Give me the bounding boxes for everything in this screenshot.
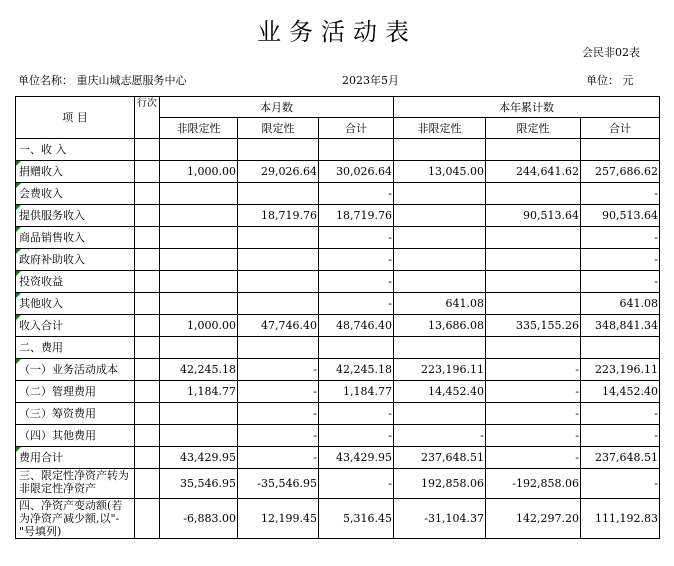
form-code: 会民非02表: [582, 46, 640, 59]
row-value: [160, 183, 238, 205]
row-label: 投资收益: [16, 271, 135, 293]
row-value: -: [238, 381, 319, 403]
table-row: [16, 425, 660, 447]
row-value: [486, 249, 581, 271]
row-value: 42,245.18: [160, 359, 238, 381]
row-value: 13,686.08: [394, 315, 486, 337]
row-value: 18,719.76: [238, 205, 319, 227]
row-label: 四、净资产变动额(若为净资产减少额,以"-"号填列): [16, 499, 135, 539]
row-line-number: [135, 403, 160, 425]
header-line: 行次: [135, 97, 160, 139]
row-value: 14,452.40: [581, 381, 660, 403]
row-value: 48,746.40: [319, 315, 394, 337]
row-value: -: [486, 403, 581, 425]
row-value: -: [238, 403, 319, 425]
row-value: 1,184.77: [319, 381, 394, 403]
header-month-unrestricted: 非限定性: [160, 118, 238, 139]
row-value: -: [319, 227, 394, 249]
row-value: [486, 271, 581, 293]
row-line-number: [135, 249, 160, 271]
row-value: [486, 183, 581, 205]
row-value: 223,196.11: [394, 359, 486, 381]
header-month-restricted: 限定性: [238, 118, 319, 139]
row-value: [394, 271, 486, 293]
row-value: [238, 183, 319, 205]
table-row: [16, 499, 660, 539]
row-label: 三、限定性净资产转为非限定性净资产: [16, 469, 135, 499]
row-label: （四）其他费用: [16, 425, 135, 447]
table-row: [16, 249, 660, 271]
table-row: [16, 469, 660, 499]
row-value: -: [581, 249, 660, 271]
row-label: （三）筹资费用: [16, 403, 135, 425]
row-value: 29,026.64: [238, 161, 319, 183]
row-value: -: [238, 359, 319, 381]
row-value: [160, 227, 238, 249]
row-line-number: [135, 139, 160, 161]
row-label: 会费收入: [16, 183, 135, 205]
row-value: 1,000.00: [160, 315, 238, 337]
row-value: 43,429.95: [319, 447, 394, 469]
row-line-number: [135, 315, 160, 337]
row-value: -: [319, 425, 394, 447]
row-value: -: [319, 183, 394, 205]
row-value: 5,316.45: [319, 499, 394, 539]
row-value: [160, 205, 238, 227]
row-value: -: [238, 425, 319, 447]
header-ytd: 本年累计数: [394, 97, 660, 118]
row-line-number: [135, 381, 160, 403]
row-value: [160, 425, 238, 447]
table-row: [16, 447, 660, 469]
row-value: 237,648.51: [581, 447, 660, 469]
row-value: 13,045.00: [394, 161, 486, 183]
row-value: 237,648.51: [394, 447, 486, 469]
report-title: 业务活动表: [257, 18, 417, 46]
row-label: 一、收 入: [16, 139, 135, 161]
row-value: [160, 337, 238, 359]
header-month: 本月数: [160, 97, 394, 118]
row-value: [394, 249, 486, 271]
row-line-number: [135, 205, 160, 227]
row-value: -: [581, 469, 660, 499]
row-value: [238, 139, 319, 161]
table-row: [16, 205, 660, 227]
row-line-number: [135, 161, 160, 183]
row-value: [486, 139, 581, 161]
row-value: [160, 249, 238, 271]
table-row: [16, 139, 660, 161]
row-value: [394, 205, 486, 227]
row-line-number: [135, 499, 160, 539]
row-value: -: [319, 271, 394, 293]
row-line-number: [135, 227, 160, 249]
row-value: 14,452.40: [394, 381, 486, 403]
row-value: -: [319, 403, 394, 425]
row-value: 223,196.11: [581, 359, 660, 381]
row-value: -: [486, 381, 581, 403]
header-month-total: 合计: [319, 118, 394, 139]
row-value: [160, 293, 238, 315]
row-value: 90,513.64: [581, 205, 660, 227]
row-value: 18,719.76: [319, 205, 394, 227]
row-line-number: [135, 425, 160, 447]
row-value: [581, 337, 660, 359]
table-row: [16, 315, 660, 337]
row-value: 111,192.83: [581, 499, 660, 539]
row-label: 政府补助收入: [16, 249, 135, 271]
row-value: -: [486, 425, 581, 447]
row-value: [238, 293, 319, 315]
table-row: [16, 359, 660, 381]
row-label: 费用合计: [16, 447, 135, 469]
row-value: [238, 227, 319, 249]
row-value: [486, 227, 581, 249]
row-value: 90,513.64: [486, 205, 581, 227]
row-value: [394, 183, 486, 205]
row-value: -: [581, 271, 660, 293]
row-line-number: [135, 271, 160, 293]
row-line-number: [135, 183, 160, 205]
row-value: [160, 403, 238, 425]
row-value: -: [394, 425, 486, 447]
row-value: 12,199.45: [238, 499, 319, 539]
row-value: [394, 139, 486, 161]
row-value: 244,641.62: [486, 161, 581, 183]
row-line-number: [135, 293, 160, 315]
row-value: -: [486, 447, 581, 469]
row-value: 43,429.95: [160, 447, 238, 469]
row-value: -: [581, 425, 660, 447]
row-label: 捐赠收入: [16, 161, 135, 183]
table-row: [16, 161, 660, 183]
row-line-number: [135, 359, 160, 381]
row-value: 42,245.18: [319, 359, 394, 381]
row-value: 641.08: [394, 293, 486, 315]
table-row: [16, 293, 660, 315]
row-value: -: [581, 227, 660, 249]
table-row: [16, 227, 660, 249]
row-value: 47,746.40: [238, 315, 319, 337]
row-value: 335,155.26: [486, 315, 581, 337]
header-ytd-total: 合计: [581, 118, 660, 139]
row-value: -192,858.06: [486, 469, 581, 499]
row-value: [394, 403, 486, 425]
row-value: [238, 271, 319, 293]
table-row: [16, 271, 660, 293]
row-value: [486, 337, 581, 359]
row-value: 142,297.20: [486, 499, 581, 539]
row-value: -: [581, 403, 660, 425]
row-value: 1,000.00: [160, 161, 238, 183]
row-value: 1,184.77: [160, 381, 238, 403]
table-row: [16, 183, 660, 205]
row-value: -35,546.95: [238, 469, 319, 499]
row-label: 提供服务收入: [16, 205, 135, 227]
row-value: [160, 271, 238, 293]
row-value: [238, 337, 319, 359]
unit-name: 单位名称： 重庆山城志愿服务中心: [18, 74, 187, 87]
activity-statement-table: [15, 96, 660, 539]
row-value: 35,546.95: [160, 469, 238, 499]
header-ytd-restricted: 限定性: [486, 118, 581, 139]
row-value: -: [486, 359, 581, 381]
row-value: -6,883.00: [160, 499, 238, 539]
row-value: [394, 227, 486, 249]
row-value: 348,841.34: [581, 315, 660, 337]
row-value: [160, 139, 238, 161]
row-value: -: [238, 447, 319, 469]
header-ytd-unrestricted: 非限定性: [394, 118, 486, 139]
row-label: 商品销售收入: [16, 227, 135, 249]
row-value: -: [581, 183, 660, 205]
table-row: [16, 403, 660, 425]
row-value: [394, 337, 486, 359]
header-item: 项 目: [16, 97, 135, 139]
row-value: 257,686.62: [581, 161, 660, 183]
row-value: [319, 337, 394, 359]
row-label: 其他收入: [16, 293, 135, 315]
currency-unit: 单位： 元: [586, 74, 634, 87]
row-value: -: [319, 293, 394, 315]
report-period: 2023年5月: [342, 74, 399, 87]
row-value: [319, 139, 394, 161]
row-value: [238, 249, 319, 271]
row-line-number: [135, 447, 160, 469]
row-line-number: [135, 469, 160, 499]
row-value: 30,026.64: [319, 161, 394, 183]
row-value: -: [319, 469, 394, 499]
table-row: [16, 337, 660, 359]
row-value: -31,104.37: [394, 499, 486, 539]
row-value: 192,858.06: [394, 469, 486, 499]
row-line-number: [135, 337, 160, 359]
row-value: -: [319, 249, 394, 271]
row-label: 二、费用: [16, 337, 135, 359]
row-value: [581, 139, 660, 161]
row-value: 641.08: [581, 293, 660, 315]
row-value: [486, 293, 581, 315]
row-label: 收入合计: [16, 315, 135, 337]
row-label: （一）业务活动成本: [16, 359, 135, 381]
row-label: （二）管理费用: [16, 381, 135, 403]
table-row: [16, 381, 660, 403]
